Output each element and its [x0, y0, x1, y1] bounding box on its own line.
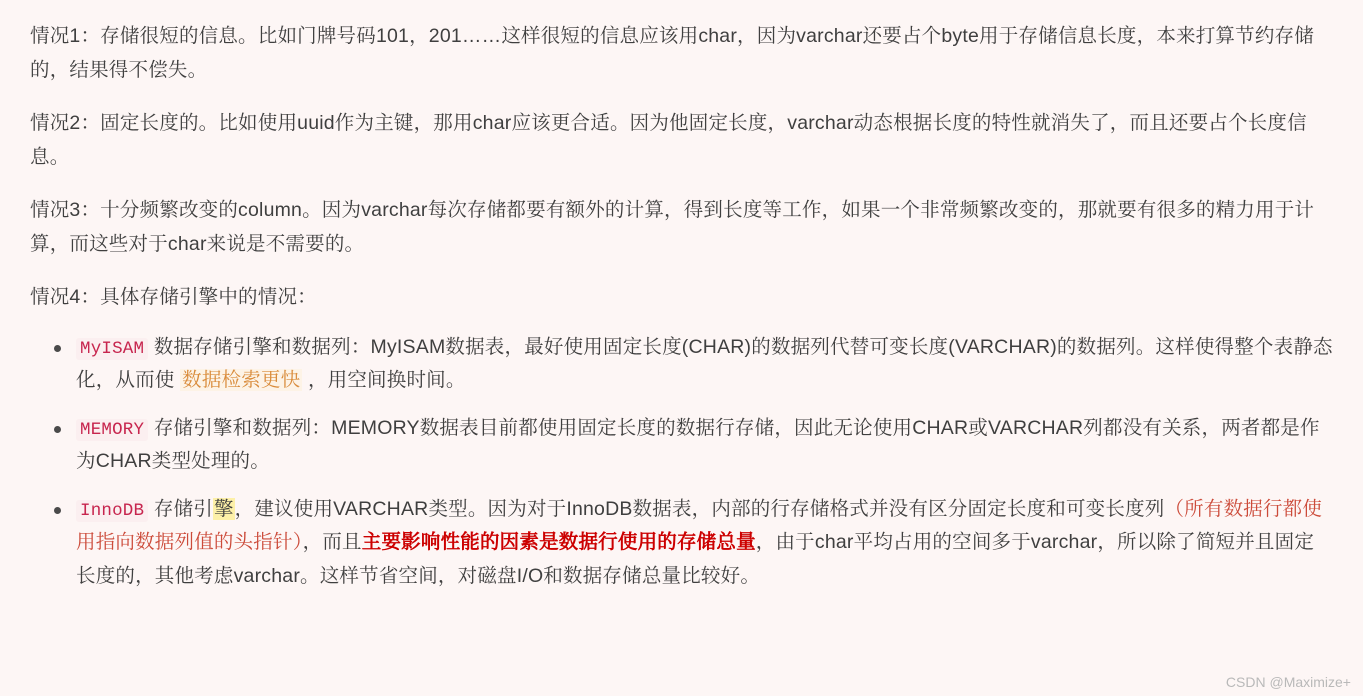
innodb-highlight-char: 擎 [213, 497, 234, 520]
paragraph-case-1: 情况1：存储很短的信息。比如门牌号码101，201……这样很短的信息应该用char，因为varchar还要占个byte用于存储信息长度，本来打算节约存储的，结果得不偿失。 [30, 25, 1314, 81]
myisam-highlight: 数据检索更快 [182, 369, 301, 392]
memory-text-before: 存储引擎和数据列：MEMORY数据表目前都使用固定长度的数据行存储，因此无论使用CHAR或VARCHAR列都没有关系，两者都是作为CHAR类型处理的。 [76, 416, 1320, 473]
innodb-seg5: ，由于char平均占用的空间多于varchar，所以除了简短并且固定长度的，其他考虑varchar。这样节省空间，对磁盘I/O和数据存储总量比较好。 [76, 531, 1315, 587]
innodb-seg3: ，建议使用VARCHAR类型。因为对于InnoDB数据表，内部的行存储格式并没有区分固定长度和可变长度列 [234, 497, 1165, 520]
paragraph-case-4: 情况4：具体存储引擎中的情况： [30, 286, 317, 309]
innodb-seg4: ，而且 [302, 531, 362, 554]
list-item-memory [76, 412, 1333, 479]
code-innodb: InnoDB [76, 500, 148, 522]
myisam-text-before: 数据存储引擎和数据列：MyISAM数据表，最好使用固定长度(CHAR)的数据列代替可变长度(VARCHAR)的数据列。这样使得整个表静态化，从而使 [76, 335, 1333, 392]
paragraph-case-3: 情况3：十分频繁改变的column。因为varchar每次存储都要有额外的计算，得到长度等工作，如果一个非常频繁改变的，那就要有很多的精力用于计算，而这些对于char来说是不需要的。 [30, 199, 1315, 255]
innodb-bold-red: 主要影响性能的因素是数据行使用的存储总量 [361, 531, 756, 554]
code-memory: MEMORY [76, 419, 148, 441]
watermark: CSDN @Maximize+ [1225, 674, 1351, 690]
storage-engine-list [30, 331, 1333, 594]
innodb-paren-note: （所有数据行都使用指向数据列值的头指针） [76, 497, 1323, 554]
paragraph-case-2: 情况2：固定长度的。比如使用uuid作为主键，那用char应该更合适。因为他固定长度，varchar动态根据长度的特性就消失了，而且还要占个长度信息。 [30, 112, 1307, 168]
myisam-text-after: ，用空间换时间。 [302, 369, 466, 392]
innodb-seg1: 存储引 [148, 497, 213, 520]
list-item-myisam [76, 331, 1333, 398]
code-myisam: MyISAM [76, 338, 148, 360]
list-item-innodb [76, 493, 1333, 594]
